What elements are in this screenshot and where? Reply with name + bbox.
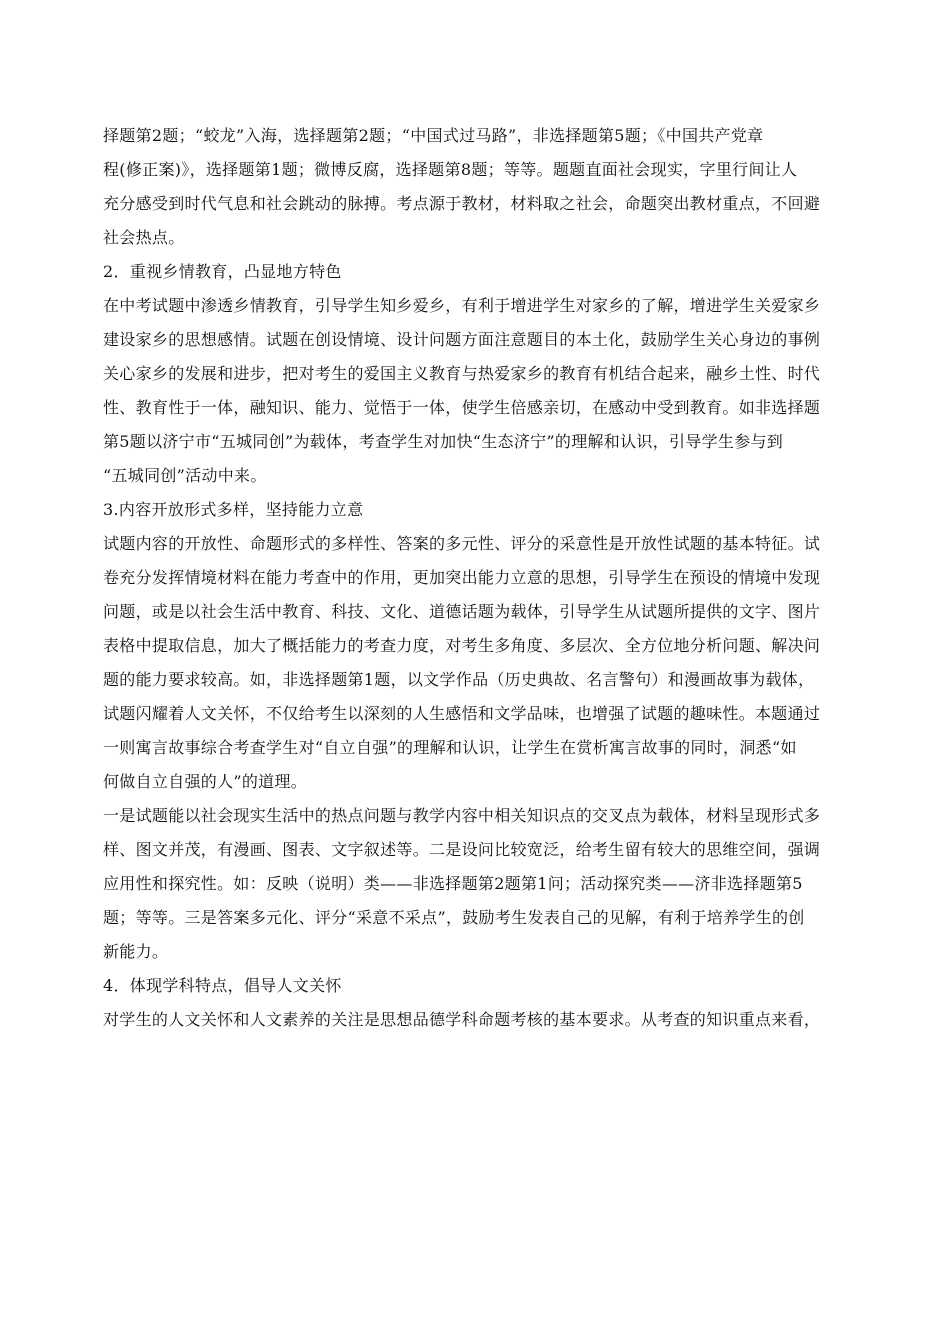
text-line: 应用性和探究性。如：反映（说明）类——非选择题第2题第1问；活动探究类——济非选择题第5 (103, 874, 803, 893)
text-line: “五城同创”活动中来。 (103, 466, 267, 485)
text-line: 在中考试题中渗透乡情教育，引导学生知乡爱乡，有利于增进学生对家乡的了解，增进学生关爱家乡 (103, 296, 821, 315)
text-line: 试题内容的开放性、命题形式的多样性、答案的多元性、评分的采意性是开放性试题的基本特征。试 (103, 534, 821, 553)
text-line: 题的能力要求较高。如，非选择题第1题，以文学作品（历史典故、名言警句）和漫画故事为载体， (103, 670, 815, 689)
text-line: 充分感受到时代气息和社会跳动的脉搏。考点源于教材，材料取之社会，命题突出教材重点，不回避 (103, 194, 821, 213)
text-line: 社会热点。 (103, 228, 185, 247)
text-line: 对学生的人文关怀和人文素养的关注是思想品德学科命题考核的基本要求。从考查的知识重点来看， (103, 1010, 821, 1029)
text-line: 新能力。 (103, 942, 169, 961)
text-line: 程(修正案)》，选择题第1题；微博反腐，选择题第8题；等等。题题直面社会现实，字里行间让人 (103, 160, 798, 179)
text-line: 关心家乡的发展和进步，把对考生的爱国主义教育与热爱家乡的教育有机结合起来，融乡土性、时代 (103, 364, 821, 383)
text-line: 样、图文并茂，有漫画、图表、文字叙述等。二是设问比较宽泛，给考生留有较大的思维空间，强调 (103, 840, 821, 859)
text-line: 试题闪耀着人文关怀，不仅给考生以深刻的人生感悟和文学品味，也增强了试题的趣味性。本题通过 (103, 704, 821, 723)
text-line: 题；等等。三是答案多元化、评分“采意不采点”，鼓励考生发表自己的见解，有利于培养学生的创 (103, 908, 805, 927)
text-line: 表格中提取信息，加大了概括能力的考查力度，对考生多角度、多层次、全方位地分析问题、解决问 (103, 636, 821, 655)
section-heading: 3.内容开放形式多样，坚持能力立意 (103, 500, 364, 519)
text-line: 问题，或是以社会生活中教育、科技、文化、道德话题为载体，引导学生从试题所提供的文字、图片 (103, 602, 821, 621)
section-heading: 4．体现学科特点，倡导人文关怀 (103, 976, 342, 995)
text-line: 性、教育性于一体，融知识、能力、觉悟于一体，使学生倍感亲切，在感动中受到教育。如非选择题 (103, 398, 821, 417)
section-heading: 2．重视乡情教育，凸显地方特色 (103, 262, 342, 281)
text-line: 何做自立自强的人”的道理。 (103, 772, 308, 791)
text-line: 一是试题能以社会现实生活中的热点问题与教学内容中相关知识点的交叉点为载体，材料呈现形式多 (103, 806, 821, 825)
text-line: 一则寓言故事综合考查学生对“自立自强”的理解和认识，让学生在赏析寓言故事的同时，洞悉“如 (103, 738, 797, 757)
text-line: 建设家乡的思想感情。试题在创设情境、设计问题方面注意题目的本土化，鼓励学生关心身边的事例 (103, 330, 821, 349)
text-line: 择题第2题；“蛟龙”入海，选择题第2题；“中国式过马路”，非选择题第5题；《中国共产党章 (103, 126, 764, 145)
text-line: 第5题以济宁市“五城同创”为载体，考查学生对加快“生态济宁”的理解和认识，引导学生参与到 (103, 432, 784, 451)
text-line: 卷充分发挥情境材料在能力考查中的作用，更加突出能力立意的思想，引导学生在预设的情境中发现 (103, 568, 821, 587)
